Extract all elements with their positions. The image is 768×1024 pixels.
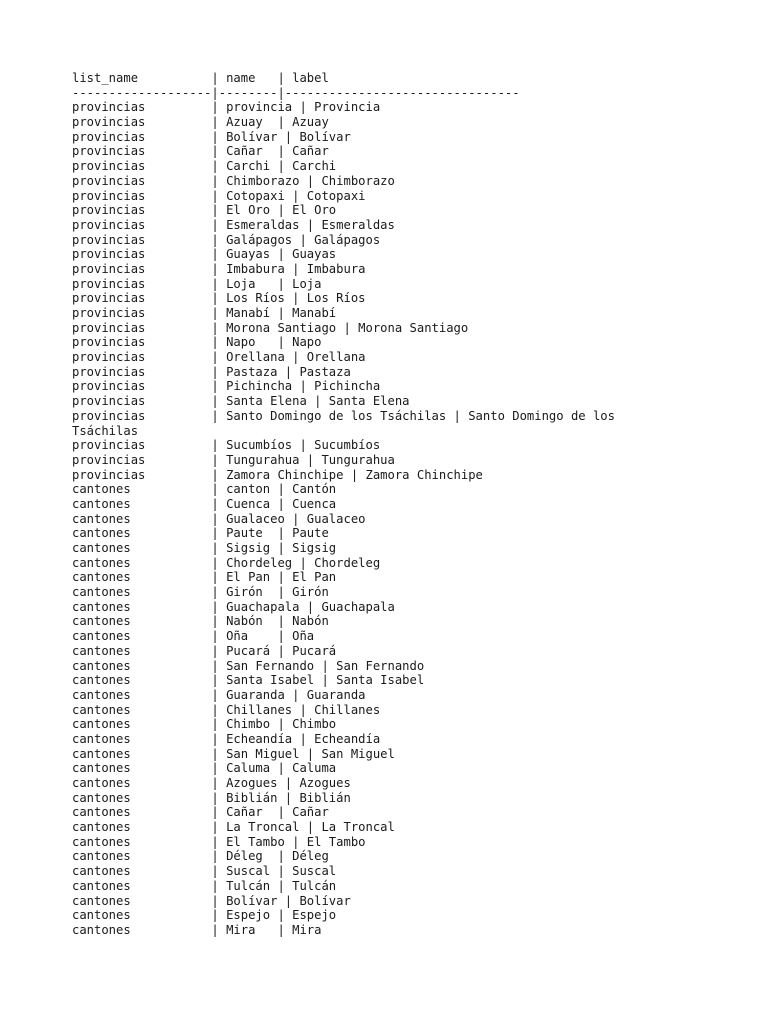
- table-row: provincias | Azuay | Azuay: [72, 115, 329, 130]
- table-row: provincias | Santa Elena | Santa Elena: [72, 394, 410, 409]
- table-row: cantones | Guaranda | Guaranda: [72, 687, 366, 702]
- table-row: cantones | Azogues | Azogues: [72, 776, 351, 790]
- table-row: cantones | Paute | Paute: [72, 526, 329, 541]
- table-row: cantones | San Fernando | San Fernando: [72, 658, 425, 673]
- table-row: cantones | Cañar | Cañar: [72, 805, 329, 820]
- document-page: [72, 71, 762, 938]
- table-row: provincias | Zamora Chinchipe | Zamora Chinchipe: [72, 467, 483, 482]
- table-row: cantones | Biblián | Biblián: [72, 790, 351, 805]
- table-row: provincias | Morona Santiago | Morona Santiago: [72, 320, 469, 335]
- table-row: provincias | Bolívar | Bolívar: [72, 129, 351, 144]
- table-row: provincias | Cañar | Cañar: [72, 144, 329, 159]
- table-row-continuation: Tsáchilas: [72, 423, 139, 438]
- table-row: cantones | Espejo | Espejo: [72, 908, 337, 923]
- table-row: cantones | Bolívar | Bolívar: [72, 893, 351, 908]
- table-separator-row: -------------------|--------|--------------------------------: [72, 85, 520, 100]
- table-row: provincias | Imbabura | Imbabura: [72, 261, 366, 276]
- table-row: provincias | provincia | Provincia: [72, 100, 381, 115]
- table-row: cantones | Chordeleg | Chordeleg: [72, 555, 381, 570]
- table-row: provincias | Chimborazo | Chimborazo: [72, 173, 395, 188]
- table-row: cantones | El Pan | El Pan: [72, 570, 337, 585]
- table-row: provincias | Pichincha | Pichincha: [72, 379, 381, 394]
- table-header-row: list_name | name | label: [72, 71, 329, 85]
- table-row: cantones | Girón | Girón: [72, 585, 329, 600]
- table-row: cantones | Caluma | Caluma: [72, 761, 337, 776]
- table-row: cantones | Mira | Mira: [72, 922, 322, 937]
- table-row: cantones | Oña | Oña: [72, 629, 315, 644]
- table-row: provincias | Santo Domingo de los Tsáchilas | Santo Domingo de los: [72, 408, 615, 423]
- table-row: provincias | Napo | Napo: [72, 335, 322, 350]
- table-row: cantones | Chillanes | Chillanes: [72, 702, 381, 717]
- table-row: cantones | Chimbo | Chimbo: [72, 717, 337, 732]
- table-row: cantones | San Miguel | San Miguel: [72, 746, 395, 761]
- table-row: cantones | Pucará | Pucará: [72, 643, 337, 658]
- table-row: provincias | Cotopaxi | Cotopaxi: [72, 188, 366, 203]
- table-row: provincias | Loja | Loja: [72, 276, 322, 291]
- table-row: cantones | Echeandía | Echeandía: [72, 731, 381, 746]
- table-row: provincias | Orellana | Orellana: [72, 350, 366, 365]
- table-row: provincias | Manabí | Manabí: [72, 306, 337, 320]
- table-row: cantones | Santa Isabel | Santa Isabel: [72, 673, 425, 688]
- table-row: cantones | La Troncal | La Troncal: [72, 820, 395, 835]
- table-row: cantones | Sigsig | Sigsig: [72, 541, 337, 555]
- table-row: provincias | Pastaza | Pastaza: [72, 364, 351, 379]
- table-row: provincias | Tungurahua | Tungurahua: [72, 452, 395, 467]
- table-row: provincias | Esmeraldas | Esmeraldas: [72, 217, 395, 232]
- table-row: provincias | Galápagos | Galápagos: [72, 232, 381, 247]
- table-row: provincias | Los Ríos | Los Ríos: [72, 291, 366, 306]
- table-row: cantones | Guachapala | Guachapala: [72, 599, 395, 614]
- table-row: cantones | canton | Cantón: [72, 482, 337, 497]
- table-row: cantones | Nabón | Nabón: [72, 614, 329, 629]
- table-row: cantones | Cuenca | Cuenca: [72, 496, 337, 511]
- table-row: provincias | Sucumbíos | Sucumbíos: [72, 438, 381, 453]
- table-row: cantones | El Tambo | El Tambo: [72, 834, 366, 849]
- table-row: cantones | Gualaceo | Gualaceo: [72, 511, 366, 526]
- table-row: provincias | Carchi | Carchi: [72, 159, 337, 174]
- table-row: cantones | Tulcán | Tulcán: [72, 878, 337, 893]
- table-row: cantones | Déleg | Déleg: [72, 849, 329, 864]
- table-row: cantones | Suscal | Suscal: [72, 864, 337, 879]
- table-row: provincias | El Oro | El Oro: [72, 203, 337, 218]
- table-text-body: [72, 71, 762, 938]
- table-row: provincias | Guayas | Guayas: [72, 247, 337, 262]
